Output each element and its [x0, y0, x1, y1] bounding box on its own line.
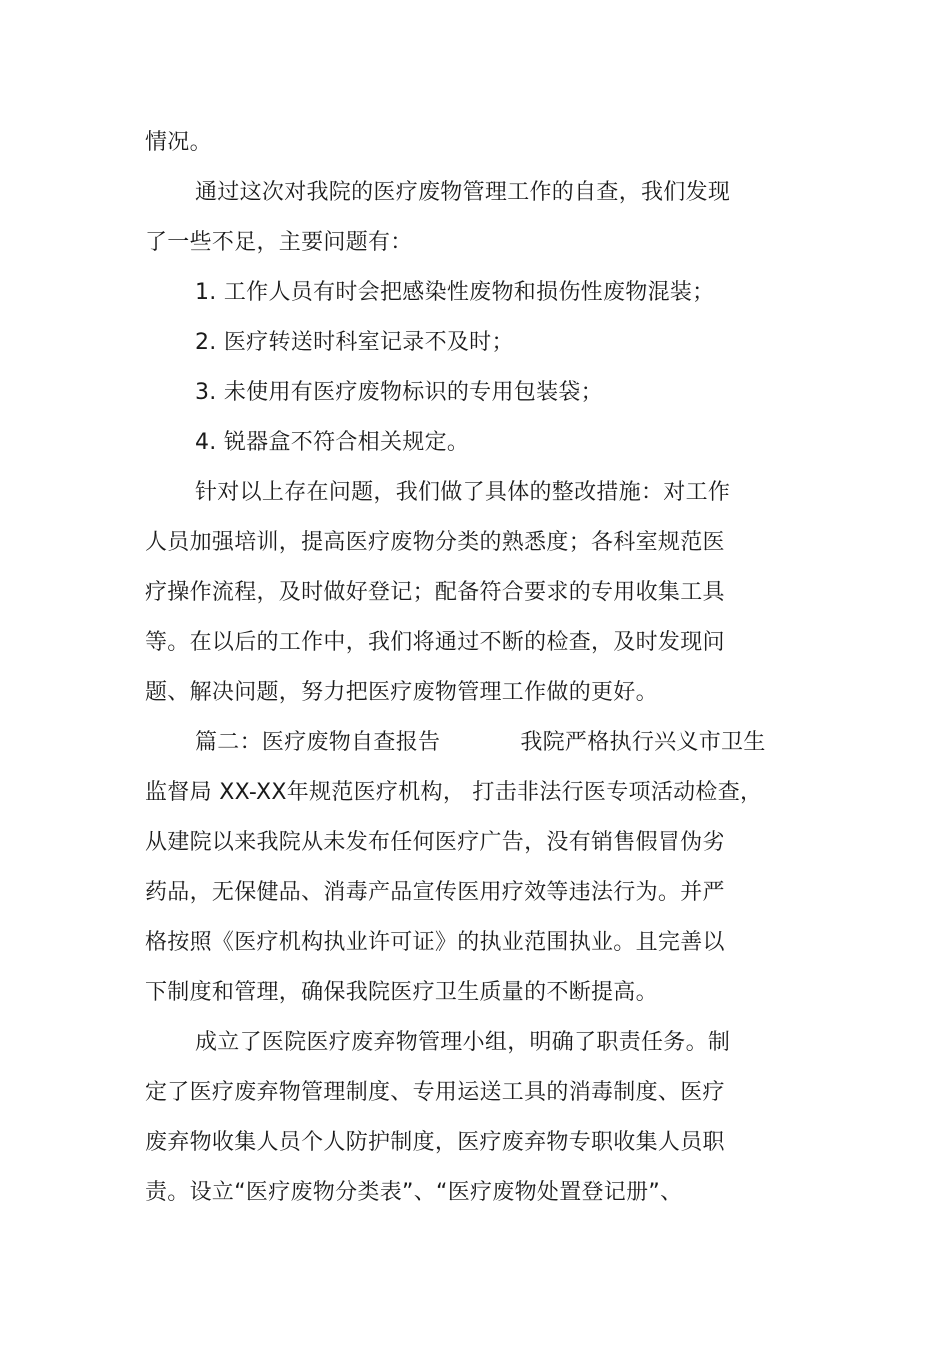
text-line: 等。在以后的工作中，我们将通过不断的检查，及时发现问	[145, 630, 725, 655]
list-item: 3. 未使用有医疗废物标识的专用包装袋；	[195, 380, 603, 405]
paragraph-start: 成立了医院医疗废弃物管理小组，明确了职责任务。制	[195, 1030, 731, 1055]
text-line: 药品，无保健品、消毒产品宣传医用疗效等违法行为。并严	[145, 880, 725, 905]
text-line: 废弃物收集人员个人防护制度，医疗废弃物专职收集人员职	[145, 1130, 725, 1155]
text-line: 责。设立“医疗废物分类表”、“医疗废物处置登记册”、	[145, 1180, 683, 1205]
paragraph-start: 针对以上存在问题，我们做了具体的整改措施：对工作	[195, 480, 731, 505]
text-line: 格按照《医疗机构执业许可证》的执业范围执业。且完善以	[145, 930, 725, 955]
text-line: 题、解决问题，努力把医疗废物管理工作做的更好。	[145, 680, 658, 705]
section-heading-line	[195, 727, 766, 759]
list-item: 2. 医疗转送时科室记录不及时；	[195, 330, 514, 355]
list-item: 4. 锐器盒不符合相关规定。	[195, 430, 470, 455]
text-line: 从建院以来我院从未发布任何医疗广告，没有销售假冒伪劣	[145, 830, 725, 855]
text-line: 疗操作流程，及时做好登记；配备符合要求的专用收集工具	[145, 580, 725, 605]
text-line: 情况。	[145, 130, 212, 155]
paragraph-start: 通过这次对我院的医疗废物管理工作的自查，我们发现	[195, 180, 731, 205]
text-line: 监督局 XX-XX年规范医疗机构， 打击非法行医专项活动检查，	[145, 780, 763, 805]
list-item: 1. 工作人员有时会把感染性废物和损伤性废物混装；	[195, 280, 715, 305]
section-text: 我院严格执行兴义市卫生	[520, 730, 766, 755]
text-line: 下制度和管理，确保我院医疗卫生质量的不断提高。	[145, 980, 658, 1005]
text-line: 定了医疗废弃物管理制度、专用运送工具的消毒制度、医疗	[145, 1080, 725, 1105]
section-heading: 篇二：医疗废物自查报告	[195, 730, 441, 755]
text-line: 人员加强培训，提高医疗废物分类的熟悉度；各科室规范医	[145, 530, 725, 555]
text-line: 了一些不足，主要问题有：	[145, 230, 413, 255]
